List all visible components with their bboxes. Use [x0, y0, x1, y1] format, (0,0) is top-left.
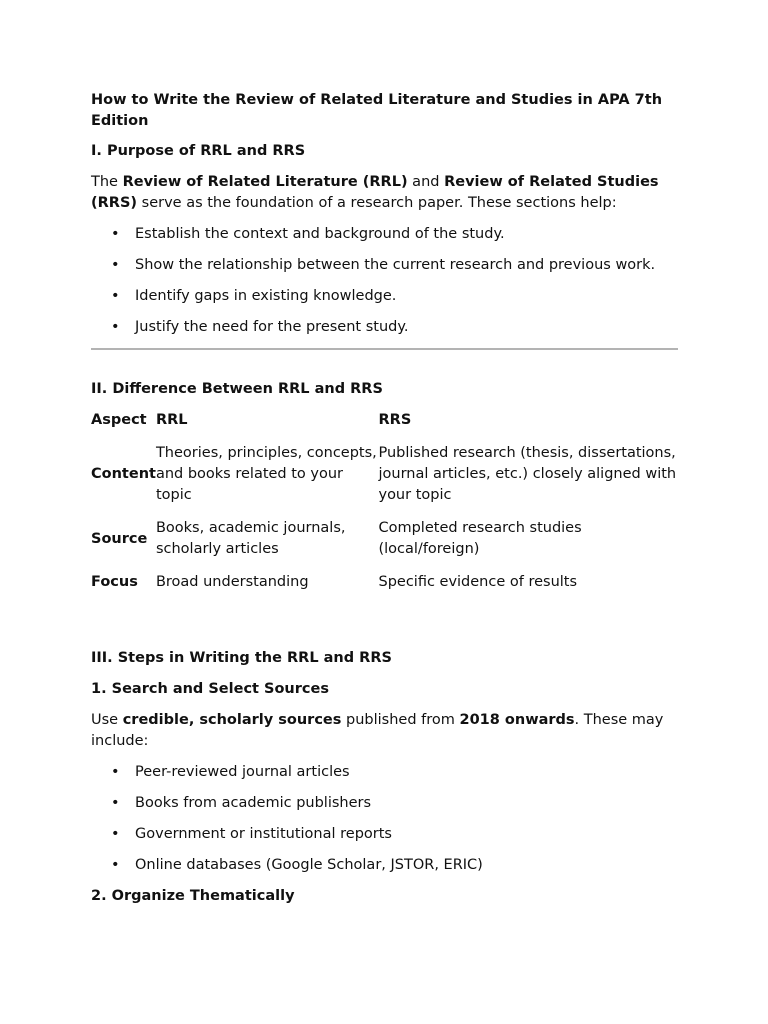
list-item: [91, 855, 678, 876]
bullet-icon: •: [111, 288, 120, 304]
purpose-list: [91, 224, 678, 338]
document-body: [91, 90, 678, 917]
intro-text: . These may include:: [91, 712, 664, 749]
intro-text: serve as the foundation of a research paper. These sections help:: [137, 195, 617, 211]
intro-emphasis-year: 2018 onwards: [459, 712, 575, 728]
bullet-icon: •: [111, 226, 120, 242]
bullet-icon: •: [111, 795, 120, 811]
table-cell-rrs: Published research (thesis, dissertations, journal articles, etc.) closely aligned with your topic: [378, 445, 677, 503]
list-item-text: Government or institutional reports: [135, 826, 392, 842]
table-cell-aspect: Source: [91, 530, 148, 547]
table-header-row: [91, 410, 678, 443]
table-cell-rrl: Broad understanding: [155, 574, 309, 590]
list-item-text: Establish the context and background of the study.: [135, 226, 505, 242]
table-cell-rrl: Theories, principles, concepts, and books related to your topic: [155, 445, 377, 503]
list-item: [91, 286, 678, 307]
section-1-heading: I. Purpose of RRL and RRS: [91, 143, 306, 159]
list-item: [91, 824, 678, 845]
intro-term-rrl: Review of Related Literature (RRL): [122, 174, 408, 190]
table-cell-aspect: Focus: [91, 574, 138, 590]
intro-text: published from: [341, 712, 460, 728]
section-2-heading: II. Difference Between RRL and RRS: [91, 381, 383, 397]
table-header-rrs: RRS: [378, 412, 412, 428]
table-header-rrl: RRL: [155, 412, 188, 428]
table-row: [91, 443, 678, 518]
list-item-text: Identify gaps in existing knowledge.: [135, 288, 397, 304]
list-item-text: Online databases (Google Scholar, JSTOR, ERIC): [135, 857, 483, 873]
bullet-icon: •: [111, 257, 120, 273]
table-cell-aspect: Content: [91, 466, 156, 482]
list-item: [91, 224, 678, 245]
comparison-table: [91, 410, 678, 605]
table-cell-rrl: Books, academic journals, scholarly articles: [155, 520, 346, 557]
list-item: [91, 762, 678, 783]
list-item: [91, 317, 678, 338]
bullet-icon: •: [111, 826, 120, 842]
step-1-heading: 1. Search and Select Sources: [91, 681, 329, 697]
intro-text: The: [91, 174, 123, 190]
section-1-intro: [91, 172, 678, 214]
step-2-heading: 2. Organize Thematically: [91, 888, 295, 904]
bullet-icon: •: [111, 857, 120, 873]
step-1-intro: [91, 710, 678, 752]
table-header-aspect: Aspect: [91, 412, 147, 428]
intro-term-rrs: Review of Related Studies (RRS): [91, 174, 659, 211]
intro-text: and: [407, 174, 445, 190]
intro-text: Use: [91, 712, 123, 728]
list-item-text: Peer-reviewed journal articles: [135, 764, 350, 780]
document-title: How to Write the Review of Related Literature and Studies in APA 7th Edition: [91, 92, 663, 129]
bullet-icon: •: [111, 319, 120, 335]
list-item: [91, 255, 678, 276]
list-item-text: Show the relationship between the current research and previous work.: [135, 257, 656, 273]
table-row: [91, 572, 678, 605]
section-3-heading: III. Steps in Writing the RRL and RRS: [91, 650, 392, 666]
list-item-text: Justify the need for the present study.: [135, 319, 409, 335]
table-row: [91, 518, 678, 572]
bullet-icon: •: [111, 764, 120, 780]
sources-list: [91, 762, 678, 876]
table-cell-rrs: Specific evidence of results: [378, 574, 578, 590]
horizontal-divider: [91, 348, 678, 350]
intro-emphasis-sources: credible, scholarly sources: [122, 712, 342, 728]
list-item: [91, 793, 678, 814]
list-item-text: Books from academic publishers: [135, 795, 372, 811]
table-cell-rrs: Completed research studies (local/foreign): [378, 520, 582, 557]
